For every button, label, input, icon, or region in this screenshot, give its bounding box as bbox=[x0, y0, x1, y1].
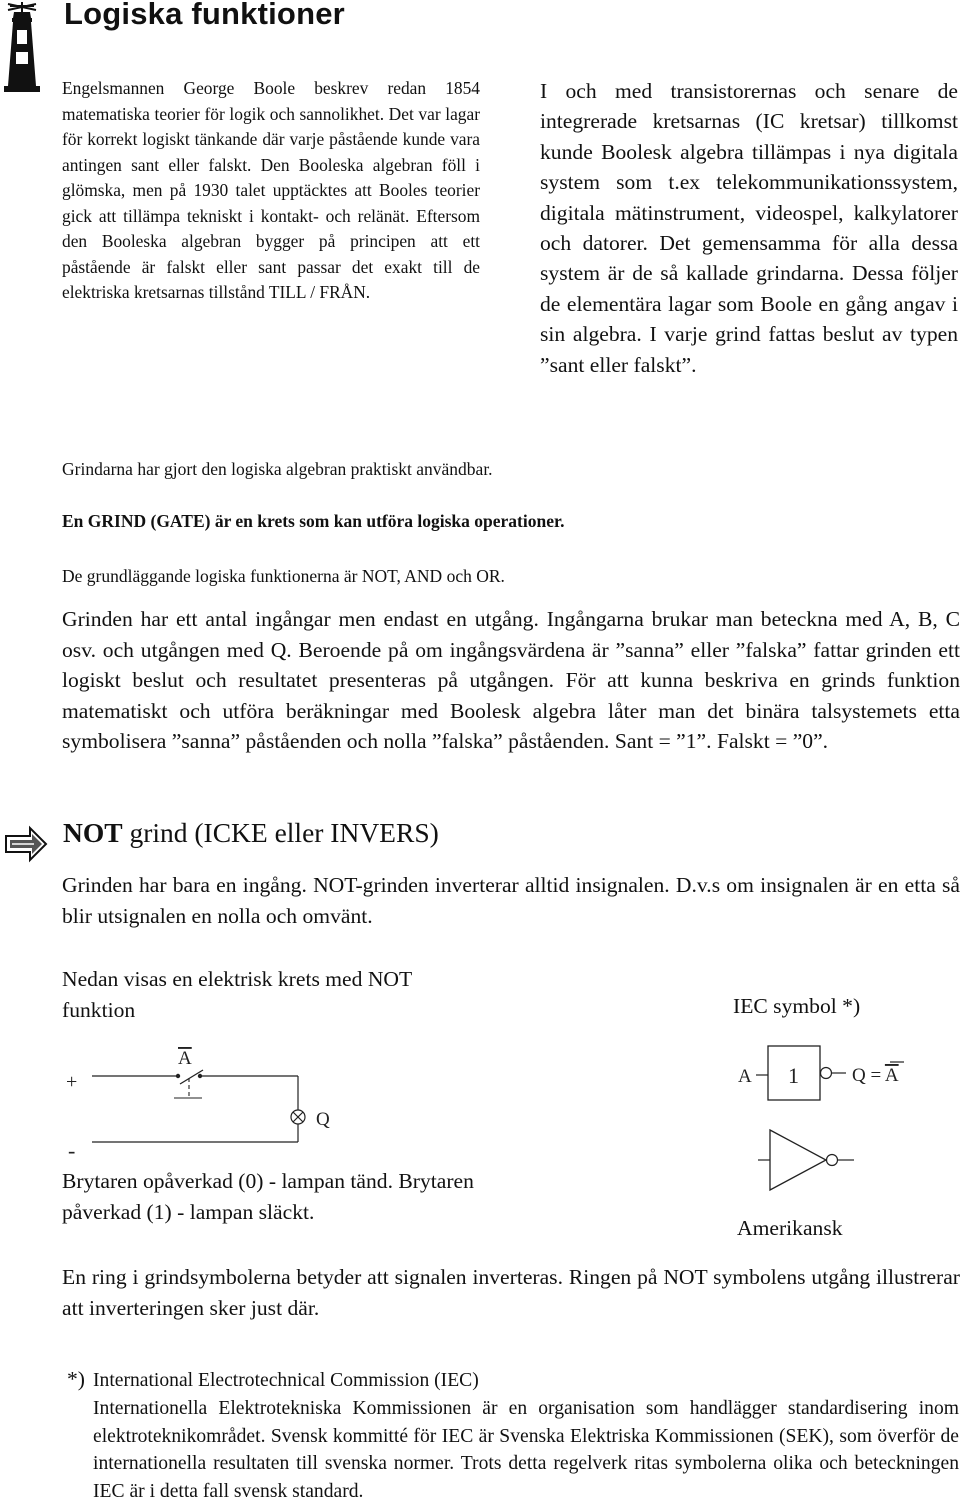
iec-box-label: 1 bbox=[788, 1063, 799, 1088]
footnote-marker: *) bbox=[67, 1367, 85, 1391]
footnote-body: Internationella Elektrotekniska Kommissionen är en organisation som handlägger standardisering inom elektroteknikområdet. Svensk kommitté för IEC är Svenska Elektriska Kommissionen (SEK), som överför de internationella resultaten till svenska normer. Trots detta regelverk ritas symbolerna olika och beteckningen IEC är i detta fall svensk standard. bbox=[93, 1397, 959, 1503]
circuit-caption: Nedan visas en elektrisk krets med NOT funktion bbox=[62, 967, 412, 1022]
iec-symbol-label: IEC symbol *) bbox=[733, 994, 861, 1018]
lamp-icon bbox=[291, 1110, 305, 1124]
iec-output-prefix: Q = bbox=[852, 1065, 885, 1086]
footnote bbox=[93, 1367, 959, 1506]
switch-label-a: A bbox=[178, 1048, 192, 1069]
lamp-label-q: Q bbox=[316, 1109, 330, 1130]
american-not-symbol bbox=[754, 1124, 874, 1198]
iec-output-var: A bbox=[884, 1065, 899, 1086]
page-title: Logiska funktioner bbox=[64, 0, 345, 31]
statement-gate-definition: En GRIND (GATE) är en krets som kan utföra logiska operationer. bbox=[62, 511, 565, 531]
switch-icon bbox=[174, 1070, 203, 1098]
iec-output-label bbox=[852, 1065, 899, 1086]
gate-paragraph: Grinden har ett antal ingångar men endast en utgång. Ingångarna brukar man beteckna med A, B, C osv. och utgången med Q. Beroende på om ingångsvärdena är ”sanna” eller ”falska” fattar grinden ett logiskt beslut och resultatet presenteras på utgången. För att kunna beskriva en grinds funktion matematiskt och utföra beräkningar med Boolesk algebra låter man det binära talsystemets etta symbolisera ”sanna” påståenden och nolla ”falska” påståenden. Sant = ”1”. Falskt = ”0”. bbox=[62, 607, 960, 753]
not-circuit-diagram bbox=[56, 1040, 356, 1170]
iec-input-label: A bbox=[738, 1066, 752, 1087]
arrow-pointer-icon bbox=[4, 824, 48, 864]
intro-right-paragraph: I och med transistorernas och senare de integrerade kretsarnas (IC kretsar) tillkomst kunde Boolesk algebra tillämpas i nya digitala system som t.ex telekommunikationssystem, digitala mätinstrument, videospel, kalkylatorer och datorer. Det gemensamma för alla dessa system är de så kallade grindarna. Dessa följer de elementära lagar som Boole en gång angav i sin algebra. I varje grind fattas beslut av typen ”sant eller falskt”. bbox=[540, 79, 958, 377]
us-inversion-ring-icon bbox=[827, 1155, 838, 1166]
lighthouse-icon bbox=[0, 0, 56, 96]
not-heading-rest: grind (ICKE eller INVERS) bbox=[122, 817, 439, 848]
american-label: Amerikansk bbox=[737, 1216, 843, 1240]
circuit-plus-label: + bbox=[66, 1071, 78, 1093]
intro-left-paragraph: Engelsmannen George Boole beskrev redan 1854 matematiska teorier för logik och sannolikhet. Det var lagar för korrekt logiskt tänkande där varje påstående kunde vara antingen sant eller falskt. Den Booleska algebran föll i glömska, men på 1930 talet upptäcktes att Booles teorier gick att tillämpa tekniskt i kontakt- och relänät. Eftersom den Booleska algebran bygger på principen att ett påstående är falskt eller sant passar det exakt till de elektriska kretsarnas tillstånd TILL / FRÅN. bbox=[62, 78, 480, 302]
statement-gates-useful: Grindarna har gjort den logiska algebran praktiskt användbar. bbox=[62, 459, 493, 479]
iec-not-symbol bbox=[728, 1040, 928, 1110]
circuit-note: Brytaren opåverkad (0) - lampan tänd. Brytaren påverkad (1) - lampan släckt. bbox=[62, 1169, 474, 1224]
not-section-heading bbox=[63, 817, 439, 849]
inversion-ring-icon bbox=[821, 1068, 832, 1079]
not-heading-bold: NOT bbox=[63, 817, 123, 848]
footnote-title: International Electrotechnical Commission (IEC) bbox=[93, 1370, 479, 1391]
statement-basic-functions: De grundläggande logiska funktionerna är NOT, AND och OR. bbox=[62, 566, 505, 586]
not-description: Grinden har bara en ingång. NOT-grinden inverterar alltid insignalen. D.v.s om insignalen är en etta så blir utsignalen en nolla och omvänt. bbox=[62, 873, 960, 928]
ring-paragraph: En ring i grindsymbolerna betyder att signalen inverteras. Ringen på NOT symbolens utgång illustrerar att inverteringen sker just där. bbox=[62, 1265, 960, 1320]
circuit-minus-label: - bbox=[68, 1138, 76, 1163]
